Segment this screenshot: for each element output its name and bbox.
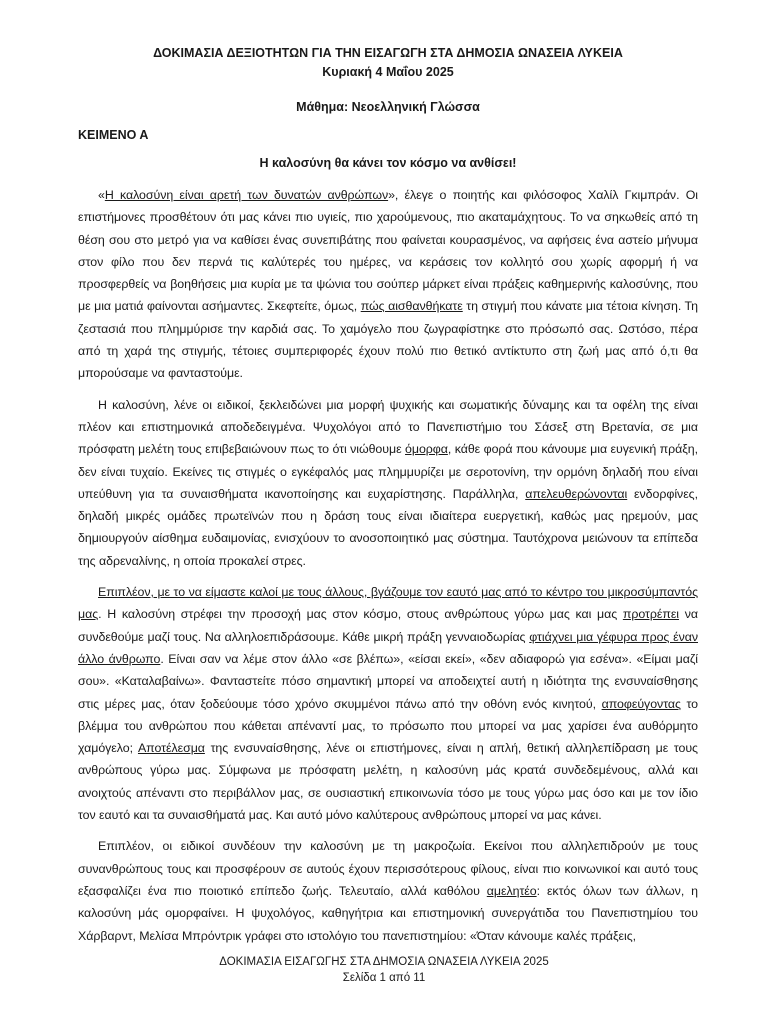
section-label: ΚΕΙΜΕΝΟ Α: [78, 128, 149, 142]
paragraph: [78, 184, 698, 385]
text-title: Η καλοσύνη θα κάνει τον κόσμο να ανθίσει!: [259, 156, 517, 170]
subject-line: Μάθημα: Νεοελληνική Γλώσσα: [296, 100, 480, 114]
text-run: », έλεγε ο ποιητής και φιλόσοφος Χαλίλ Γκιμπράν. Οι επιστήμονες προσθέτουν ότι μας κάνει πιο υγιείς, πιο χαρούμενους, πιο ακαταμάχητους. Το να σηκωθείς από τη θέση σου στο μετρό για να καθίσει ένας συνεπιβάτης που φαίνεται κουρασμένος, να αφήσεις ένα αστείο μήνυμα στον φίλο που δεν περνά τις καλύτερές του ημέρες, να κεράσεις τον κολλητό σου χωρίς αφορμή ή να προσφερθείς να βοηθήσεις μια κυρία με τα ψώνια του σούπερ μάρκετ είναι πράξεις καθημερινής καλοσύνης, που με μια ματιά φαίνονται ασήμαντες. Σκεφτείτε, όμως,: [78, 188, 698, 314]
underlined-phrase: Επιπλέον, με το να είμαστε καλοί με τους άλλους, βγάζουμε τον εαυτό μας από το κέντρο του μικροσύμπαντός μας: [78, 585, 698, 622]
underlined-phrase: φτιάχνει μια γέφυρα προς έναν άλλο άνθρωπο: [78, 629, 698, 666]
body-text: [78, 184, 698, 947]
exam-header: [78, 44, 698, 82]
text-run: να συνδεθούμε μαζί τους. Να αλληλοεπιδράσουμε. Κάθε μικρή πράξη γενναιοδωρίας: [78, 607, 698, 644]
text-run: . Είναι σαν να λέμε στον άλλο «σε βλέπω», «είσαι εκεί», «δεν αδιαφορώ για εσένα». «Είμαι μαζί σου». «Καταλαβαίνω». Φανταστείτε πόσο σημαντική μπορεί να αποδειχτεί αυτή η ιδιότητα της ενσυναίσθησης στις μέρες μας, όταν ξοδεύουμε τόσο χρόνο σκυμμένοι πάνω από την οθόνη ενός κινητού,: [78, 651, 699, 711]
page-footer: [0, 954, 768, 986]
text-run: . Η καλοσύνη στρέφει την προσοχή μας στον κόσμο, στους ανθρώπους γύρω μας και μας: [98, 607, 623, 622]
exam-title: ΔΟΚΙΜΑΣΙΑ ΔΕΞΙΟΤΗΤΩΝ ΓΙΑ ΤΗΝ ΕΙΣΑΓΩΓΗ ΣΤΑ ΔΗΜΟΣΙΑ ΩΝΑΣΕΙΑ ΛΥΚΕΙΑ: [153, 46, 623, 60]
underlined-phrase: προτρέπει: [622, 607, 680, 622]
text-run: «: [98, 188, 105, 202]
underlined-phrase: όμορφα: [405, 442, 448, 457]
document-page: [78, 44, 698, 956]
text-run: ενδορφίνες, δηλαδή μικρές ομάδες πρωτεϊνών που η δράση τους είναι ιδιαίτερα ευεργετική, καθώς μας ηρεμούν, μας δημιουργούν αίσθημα ευδαιμονίας, ενισχύουν το ανοσοποιητικό μας σύστημα. Ταυτόχρονα μειώνουν τα επίπεδα της αδρεναλίνης, η οποία προκαλεί στρες.: [78, 486, 698, 568]
footer-title: ΔΟΚΙΜΑΣΙΑ ΕΙΣΑΓΩΓΗΣ ΣΤΑ ΔΗΜΟΣΙΑ ΩΝΑΣΕΙΑ ΛΥΚΕΙΑ 2025: [219, 956, 549, 968]
underlined-phrase: Αποτέλεσμα: [137, 741, 205, 756]
text-run: της ενσυναίσθησης, λένε οι επιστήμονες, είναι η απλή, θετική αλληλεπίδραση με τους ανθρώπους γύρω μας. Σύμφωνα με πρόσφατη μελέτη, η καλοσύνη μάς κρατά συνδεδεμένους, αλλά και ανοιχτούς απέναντι στο περιβάλλον μας, σε ουσιαστική επικοινωνία τόσο με τους γύρω μας όσο και με τον ίδιο τον εαυτό και τα συναισθήματά μας. Και αυτό μόνο καλύτερους ανθρώπους μπορεί να μας κάνει.: [78, 741, 698, 823]
text-run: Επιπλέον, οι ειδικοί συνδέουν την καλοσύνη με τη μακροζωία. Εκείνοι που αλληλεπιδρούν με τους συνανθρώπους τους και προσφέρουν σε αυτούς έχουν περισσότερους φίλους, είναι πιο κοινωνικοί και αυτό τους εξασφαλίζει ένα πιο ποιοτικό επίπεδο ζωής. Τελευταίο, αλλά καθόλου: [78, 839, 698, 898]
underlined-phrase: πώς αισθανθήκατε: [360, 299, 463, 314]
exam-date: Κυριακή 4 Μαΐου 2025: [322, 65, 454, 79]
text-run: : εκτός όλων των άλλων, η καλοσύνη μάς ομορφαίνει. Η ψυχολόγος, καθηγήτρια και επιστημονική συνεργάτιδα του Πανεπιστημίου του Χάρβαρντ, Μελίσα Μπρόντρικ γράφει στο ιστολόγιο του πανεπιστημίου: «Όταν κάνουμε καλές πράξεις,: [78, 883, 699, 943]
text-run: το βλέμμα του ανθρώπου που κάθεται απέναντί μας, το πρόσωπο που μπορεί να μας χαρίσει ένα αυθόρμητο χαμόγελο;: [78, 696, 699, 756]
paragraph: [78, 394, 698, 572]
paragraph: [78, 581, 698, 826]
text-run: τη στιγμή που κάνατε μια τέτοια κίνηση. Τη ζεστασιά που πλημμύρισε την καρδιά σας. Το χαμόγελο που ζωγραφίστηκε στο πρόσωπό σας. Ωστόσο, πέρα από τη χαρά της στιγμής, τέτοιες συμπεριφορές έχουν πολύ πιο θετικό αντίκτυπο στη ζωή μας από ό,τι θα μπορούσαμε να φανταστούμε.: [78, 299, 698, 381]
text-run: , κάθε φορά που κάνουμε μια ευγενική πράξη, δεν είναι τυχαίο. Εκείνες τις στιγμές ο εγκέφαλός μας πλημμυρίζει με σεροτονίνη, την ορμόνη δηλαδή που είναι υπεύθυνη για τα συναισθήματα ικανοποίησης και ευχαρίστησης. Παράλληλα,: [78, 442, 698, 501]
text-run: Η καλοσύνη, λένε οι ειδικοί, ξεκλειδώνει μια μορφή ψυχικής και σωματικής δύναμης και τα οφέλη της είναι πλέον και επιστημονικά αποδεδειγμένα. Ψυχολόγοι από το Πανεπιστήμιο του Σάσεξ στη Βρετανία, σε μια πρόσφατη μελέτη τους επιβεβαιώνουν πως το ότι νιώθουμε: [78, 397, 698, 457]
paragraph: [78, 835, 698, 946]
underlined-phrase: Η καλοσύνη είναι αρετή των δυνατών ανθρώπων: [104, 188, 389, 202]
page-number: Σελίδα 1 από 11: [342, 972, 426, 984]
underlined-phrase: απελευθερώνονται: [525, 486, 628, 501]
underlined-phrase: αμελητέο: [486, 883, 537, 898]
underlined-phrase: αποφεύγοντας: [601, 696, 681, 711]
